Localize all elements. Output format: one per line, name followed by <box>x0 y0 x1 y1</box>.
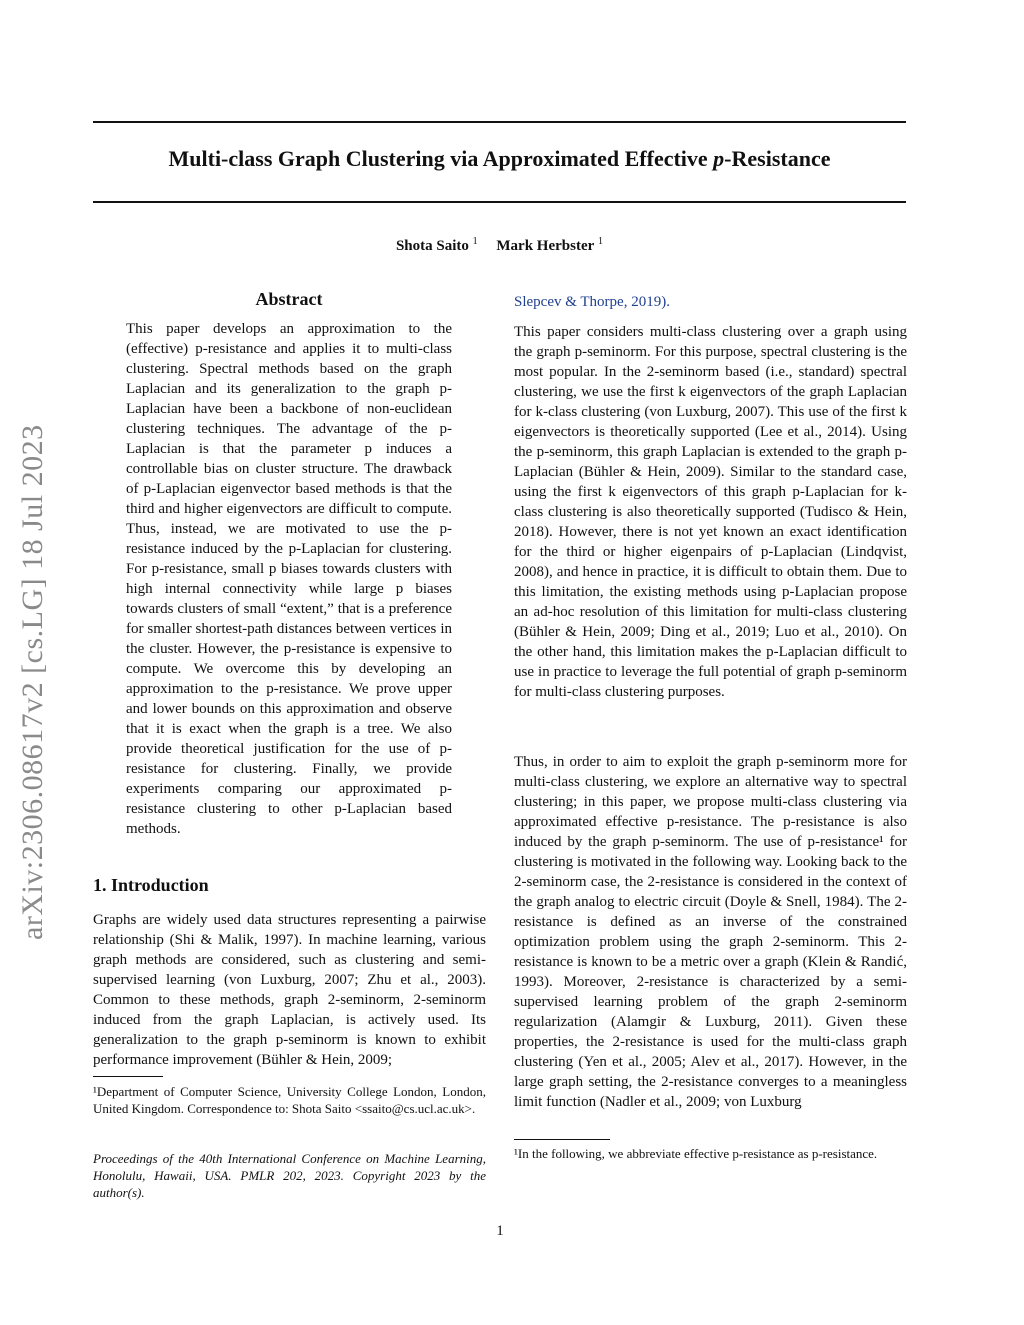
title-suffix: -Resistance <box>724 146 831 171</box>
intro-paragraph-2: This paper considers multi-class clustering over a graph using the graph p-seminorm. For this purpose, spectral clustering is the most popular. In the 2-seminorm based (i.e., standard) spectral clustering, we use the first k eigenvectors of the graph Laplacian for k-class clustering (von Luxburg, 2007). This use of the first k eigenvectors is theoretically supported (Lee et al., 2014). Using the p-seminorm, this graph Laplacian is extended to the graph p-Laplacian (Bühler & Hein, 2009). Similar to the standard case, using the first k eigenvectors of this graph p-Laplacian for k-class clustering is also theoretically supported (Tudisco & Hein, 2018). However, there is not yet known an exact identification for the third or higher eigenpairs of p-Laplacian (Lindqvist, 2008), and hence in practice, it is difficult to obtain them. Due to this limitation, the existing methods using p-Laplacian propose an ad-hoc resolution of this limitation for multi-class clustering (Bühler & Hein, 2009; Ding et al., 2019; Luo et al., 2010). On the other hand, this limitation makes the p-Laplacian difficult to use in practice to leverage the full potential of graph p-seminorm for multi-class clustering purposes. <box>514 324 907 700</box>
intro-paragraph-1: Graphs are widely used data structures representing a pairwise relationship (Shi & Malik, 1997). In machine learning, various graph methods are considered, such as clustering and semi-supervised learning (von Luxburg, 2007; Zhu et al., 2003). Common to these methods, graph 2-seminorm, 2-seminorm induced from the graph Laplacian, is actively used. Its generalization to the graph p-seminorm is known to exhibit performance improvement (Bühler & Hein, 2009; <box>93 912 486 1068</box>
authors <box>93 236 906 255</box>
footnote-rule-left <box>93 1076 163 1077</box>
footnote-rule-right <box>514 1139 610 1140</box>
page-number: 1 <box>496 1223 504 1239</box>
title-bottom-rule <box>93 201 906 203</box>
author-affiliation-mark: 1 <box>598 236 604 247</box>
title-prefix: Multi-class Graph Clustering via Approximated Effective <box>168 146 714 171</box>
intro-paragraph-3: Thus, in order to aim to exploit the graph p-seminorm more for multi-class clustering, we explore an alternative way to spectral clustering; in this paper, we propose multi-class clustering via approximated effective p-resistance. The p-resistance is also induced by the graph p-seminorm. The use of p-resistance¹ for clustering is motivated in the following way. Looking back to the 2-seminorm case, the 2-resistance is considered in the context of the graph analog to electric circuit (Doyle & Snell, 1984). The 2-resistance is defined as an inverse of the constrained optimization problem using the graph 2-seminorm. This 2-resistance is known to be a metric over a graph (Klein & Randić, 1993). Moreover, 2-resistance is characterized by a semi-supervised learning problem of the graph 2-seminorm regularization (Alamgir & Luxburg, 2011). Given these properties, the 2-resistance is used for the multi-class graph clustering (Yen et al., 2005; Alev et al., 2017). However, in the large graph setting, the 2-resistance converges to a meaningless limit function (Nadler et al., 2009; von Luxburg <box>514 754 907 1110</box>
proceedings-note: Proceedings of the 40th International Conference on Machine Learning, Honolulu, Hawaii, USA. PMLR 202, 2023. Copyright 2023 by the author(s). <box>93 1151 486 1200</box>
footnote-affiliation: ¹Department of Computer Science, University College London, London, United Kingdom. Correspondence to: Shota Saito <ssaito@cs.ucl.ac.uk>. <box>93 1084 486 1116</box>
author-name: Shota Saito <box>395 238 469 254</box>
abstract-heading: Abstract <box>255 289 323 309</box>
footnote-abbreviation: ¹In the following, we abbreviate effective p-resistance as p-resistance. <box>514 1146 878 1161</box>
section-heading-introduction: 1. Introduction <box>93 875 209 895</box>
arxiv-identifier: arXiv:2306.08617v2 [cs.LG] 18 Jul 2023 <box>16 424 49 940</box>
author-name: Mark Herbster <box>496 238 595 254</box>
title-top-rule <box>93 121 906 123</box>
title-variable: p <box>713 146 725 171</box>
author-affiliation-mark: 1 <box>472 236 478 247</box>
continued-citation: Slepcev & Thorpe, 2019). <box>514 294 670 310</box>
abstract-text: This paper develops an approximation to the (effective) p-resistance and applies it to multi-class clustering. Spectral methods based on the graph Laplacian and its generalization to the graph p-Laplacian have been a backbone of non-euclidean clustering techniques. The advantage of the p-Laplacian is that the parameter p induces a controllable bias on cluster structure. The drawback of p-Laplacian eigenvector based methods is that the third and higher eigenvectors are difficult to compute. Thus, instead, we are motivated to use the p-resistance induced by the p-Laplacian for clustering. For p-resistance, small p biases towards clusters with high internal connectivity while large p biases towards clusters of small “extent,” that is a preference for smaller shortest-path distances between vertices in the cluster. However, the p-resistance is expensive to compute. We overcome this by developing an approximation to the p-resistance. We prove upper and lower bounds on this approximation and observe that it is exact when the graph is a tree. We also provide theoretical justification for the use of p-resistance for clustering. Finally, we provide experiments comparing our approximated p-resistance clustering to other p-Laplacian based methods. <box>126 321 452 837</box>
paper-title <box>93 146 906 172</box>
